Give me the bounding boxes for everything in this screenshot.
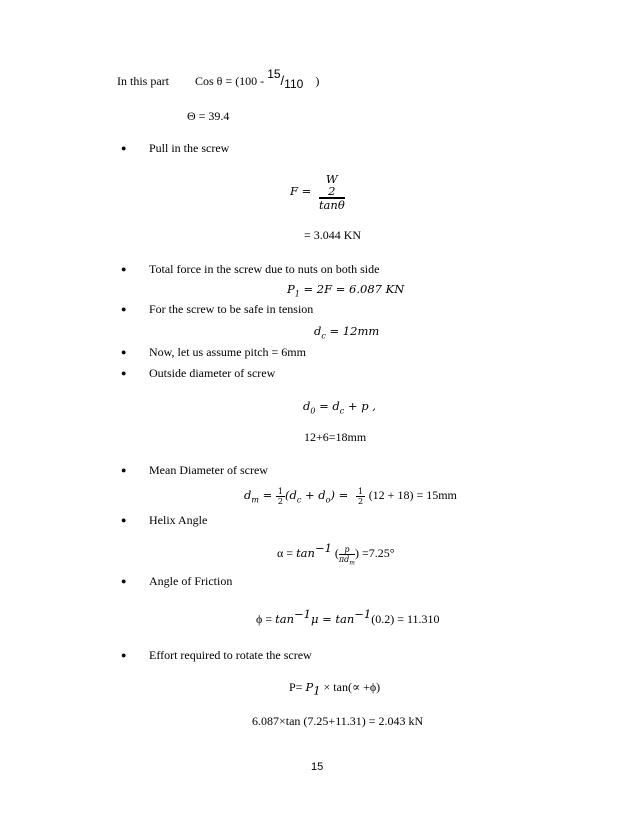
pull-result: = 3.044 KN: [304, 228, 362, 242]
d0-subscript: 0: [310, 406, 316, 416]
helix-fraction: [338, 544, 355, 567]
dc-formula: [314, 324, 380, 341]
effort-lhs: P=: [289, 680, 306, 694]
pull-tan: tanθ: [318, 198, 345, 212]
helix-pid-sub: m: [349, 559, 355, 567]
dm-half-den: 2: [277, 496, 284, 506]
fraction-numerator: 15: [267, 67, 281, 81]
dm-half2-den: 2: [357, 496, 364, 506]
d0-dc-subscript: c: [339, 406, 345, 416]
helix-p: p: [339, 545, 355, 555]
dm-subscript: m: [251, 495, 259, 505]
intro-line: [117, 67, 320, 91]
bullet-mean-diameter: Mean Diameter of screw: [149, 463, 268, 477]
helix-tan: tan: [296, 546, 315, 560]
bullet-icon: ●: [121, 347, 127, 357]
d0-symbol: d: [303, 399, 311, 413]
effort-p: P: [305, 680, 314, 694]
d0-dc-symbol: d: [332, 399, 340, 413]
bullet-friction: Angle of Friction: [149, 574, 233, 588]
effort-formula: [289, 680, 381, 698]
bullet-icon: ●: [121, 650, 127, 660]
bullet-tension: For the screw to be safe in tension: [149, 302, 314, 316]
dm-tail: (12 + 18) = 15mm: [368, 488, 457, 502]
pull-lhs: F =: [290, 184, 312, 198]
friction-phi: ϕ =: [256, 612, 276, 626]
p1-value: = 2F = 6.087 KN: [299, 282, 405, 296]
intro-close: ): [315, 74, 320, 88]
dm-plus: + d: [301, 488, 326, 502]
dm-do-sub: o: [325, 495, 331, 505]
helix-open: (: [331, 546, 339, 560]
dm-equals: =: [258, 488, 276, 502]
bullet-icon: ●: [121, 515, 127, 525]
bullet-icon: ●: [121, 465, 127, 475]
friction-sup2: −1: [354, 607, 372, 621]
friction-mu: μ =: [310, 612, 336, 626]
bullet-effort: Effort required to rotate the screw: [149, 648, 312, 662]
helix-pid: πd: [338, 554, 350, 564]
dc-subscript: c: [321, 331, 326, 341]
bullet-icon: ●: [121, 264, 127, 274]
p1-formula: [287, 282, 405, 299]
d0-numeric: 12+6=18mm: [304, 430, 367, 444]
friction-tail: (0.2) = 11.310: [371, 612, 440, 626]
dc-value: = 12mm: [325, 324, 380, 338]
dm-close: ) =: [330, 488, 349, 502]
cos-label: Cos θ = (100 -: [195, 74, 265, 88]
page-number: 15: [311, 761, 324, 773]
bullet-icon: ●: [121, 368, 127, 378]
effort-numeric: 6.087×tan (7.25+11.31) = 2.043 kN: [252, 714, 424, 728]
bullet-pitch: Now, let us assume pitch = 6mm: [149, 345, 306, 359]
dm-symbol: d: [244, 488, 252, 502]
friction-tan2: tan: [335, 612, 355, 626]
dm-paren: (d: [285, 488, 297, 502]
d0-rest: + p ,: [344, 399, 376, 413]
helix-den: [338, 554, 355, 567]
dm-half-num: 1: [277, 486, 284, 496]
friction-tan1: tan: [275, 612, 294, 626]
dm-dc-sub: c: [296, 495, 302, 505]
helix-sup: −1: [314, 541, 332, 555]
p1-symbol: P: [287, 282, 295, 296]
helix-close: ) =7.25°: [355, 546, 395, 560]
bullet-icon: ●: [121, 143, 127, 153]
dm-half: [276, 487, 285, 506]
fraction-slash: /: [280, 73, 285, 88]
bullet-total-force: Total force in the screw due to nuts on both side: [149, 262, 380, 276]
theta-result: Θ = 39.4: [187, 109, 230, 123]
helix-formula: [277, 540, 395, 566]
helix-alpha: α =: [277, 546, 294, 560]
bullet-icon: ●: [121, 576, 127, 586]
intro-prefix: In this part: [117, 74, 169, 88]
dc-symbol: d: [314, 324, 322, 338]
p1-subscript: 1: [294, 289, 300, 299]
bullet-outside-diameter: Outside diameter of screw: [149, 366, 276, 380]
bullet-helix: Helix Angle: [149, 513, 208, 527]
friction-sup1: −1: [293, 607, 311, 621]
dm-half2-num: 1: [357, 486, 364, 496]
effort-sub: 1: [313, 683, 321, 698]
fraction-denominator: 110: [284, 77, 304, 91]
d0-formula: [303, 399, 376, 416]
pull-formula: [290, 170, 345, 212]
dm-half2: [356, 487, 365, 506]
pull-w: W: [325, 172, 338, 186]
friction-formula: [256, 607, 440, 626]
effort-rest: × tan(∝ +ϕ): [320, 680, 381, 694]
bullet-icon: ●: [121, 304, 127, 314]
pull-fraction: [319, 173, 345, 211]
bullet-pull: Pull in the screw: [149, 141, 230, 155]
d0-equals: =: [315, 399, 333, 413]
dm-formula: [244, 482, 457, 508]
pull-two: 2: [319, 185, 345, 198]
